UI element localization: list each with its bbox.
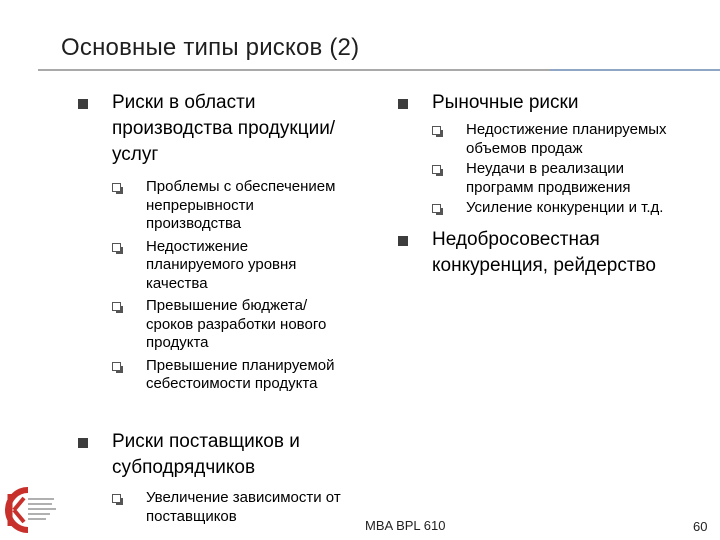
bullet-item-production-risks [66, 90, 396, 168]
organization-logo [2, 484, 62, 536]
checkbox-bullet-icon [432, 204, 441, 213]
bullet-item-market-risks [386, 90, 716, 116]
title-divider [38, 69, 550, 71]
sub-bullet-label: Недостижение планируемых объемов продаж [466, 121, 667, 157]
checkbox-bullet-icon [432, 126, 441, 135]
sub-bullet-item [112, 357, 396, 394]
left-column [66, 90, 396, 394]
square-bullet-icon [398, 236, 408, 246]
bullet-item-unfair-competition [386, 227, 716, 279]
left-column-second-block [66, 429, 396, 526]
sub-bullet-item [432, 160, 716, 197]
sub-bullet-label: Превышение планируемой себестоимости продукта [146, 356, 335, 392]
sub-bullet-item [112, 297, 396, 353]
sub-bullet-item [432, 199, 716, 218]
checkbox-bullet-icon [112, 302, 121, 311]
slide-title: Основные типы рисков (2) [61, 34, 360, 61]
bullet-label: Риски поставщиков и субподрядчиков [112, 431, 300, 478]
checkbox-bullet-icon [432, 165, 441, 174]
checkbox-bullet-icon [112, 243, 121, 252]
bullet-label: Риски в области производства продукции/ услуг [112, 92, 336, 165]
sub-bullet-label: Недостижение планируемого уровня качества [146, 237, 297, 292]
sub-bullet-item [112, 238, 396, 294]
checkbox-bullet-icon [112, 183, 121, 192]
square-bullet-icon [78, 99, 88, 109]
sub-bullet-label: Усиление конкуренции и т.д. [466, 199, 664, 216]
footer-course-code: MBA BPL 610 [365, 518, 446, 533]
right-column [386, 90, 716, 279]
checkbox-bullet-icon [112, 362, 121, 371]
sub-bullet-item [112, 489, 396, 526]
sub-bullet-label: Увеличение зависимости от поставщиков [146, 489, 341, 525]
checkbox-bullet-icon [112, 494, 121, 503]
square-bullet-icon [398, 99, 408, 109]
sub-bullet-item [432, 121, 716, 158]
bullet-label: Рыночные риски [432, 92, 579, 113]
sub-bullet-label: Превышение бюджета/ сроков разработки нового продукта [146, 297, 327, 351]
bullet-item-supplier-risks [66, 429, 396, 481]
sub-bullet-item [112, 178, 396, 234]
sub-bullet-label: Проблемы с обеспечением непрерывности производства [146, 178, 336, 232]
square-bullet-icon [78, 438, 88, 448]
bullet-label: Недобросовестная конкуренция, рейдерство [432, 228, 656, 276]
footer-page-number: 60 [693, 519, 708, 534]
sub-bullet-label: Неудачи в реализации программ продвижения [466, 160, 631, 196]
title-divider-accent [550, 69, 720, 71]
